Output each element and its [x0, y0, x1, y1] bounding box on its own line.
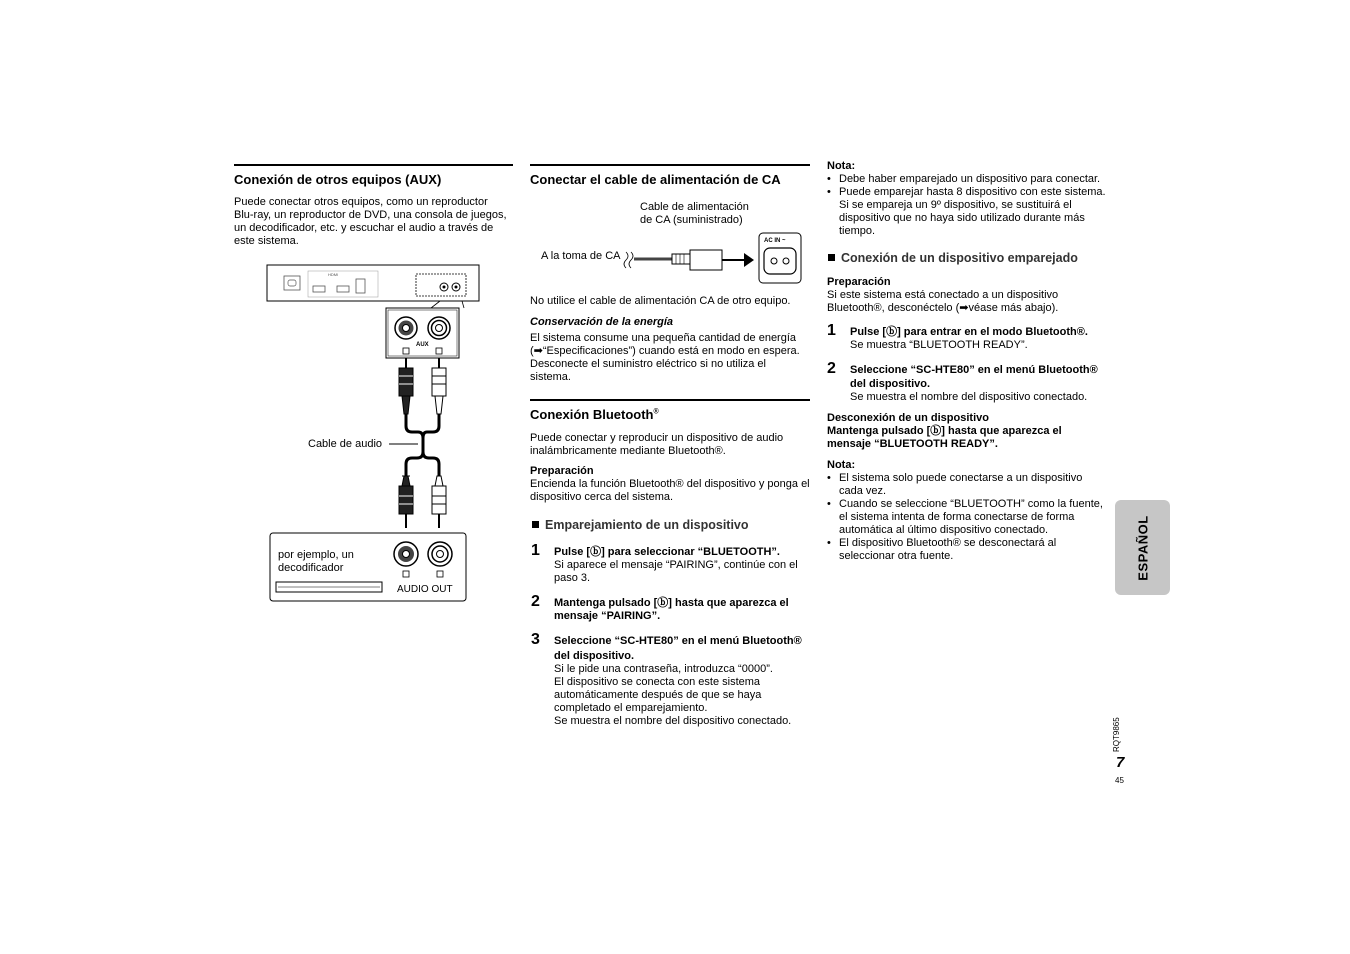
note-item: • Debe haber emparejado un dispositivo para conectar.	[827, 173, 1100, 186]
energy-body: El sistema consume una pequeña cantidad de energía (➡“Especificaciones”) cuando está en modo en espera. Desconecte el suministro eléctrico si no utiliza el sistema.	[530, 332, 800, 383]
aux-rule	[234, 164, 513, 166]
disconnect-body: Mantenga pulsado [ⓑ] hasta que aparezca el mensaje “BLUETOOTH READY”.	[827, 425, 1062, 450]
aux-heading: Conexión de otros equipos (AUX)	[234, 172, 442, 187]
hdmi-text: HDMI	[328, 272, 339, 277]
pairing-step-1: Pulse [ⓑ] para seleccionar “BLUETOOTH”. Si aparece el mensaje “PAIRING”, continúe con el paso 3.	[554, 546, 798, 584]
paired-prep-heading: Preparación	[827, 276, 891, 288]
bluetooth-heading: Conexión Bluetooth®	[530, 407, 659, 422]
bluetooth-prep-body: Encienda la función Bluetooth® del dispositivo y ponga el dispositivo cerca del sistema.	[530, 478, 810, 503]
aux-jack-text: AUX	[416, 342, 429, 348]
paired-step-2: Seleccione “SC-HTE80” en el menú Bluetooth® del dispositivo. Se muestra el nombre del dispositivo conectado.	[850, 364, 1098, 403]
outlet-label: A la toma de CA	[541, 250, 621, 262]
power-heading: Conectar el cable de alimentación de CA	[530, 172, 781, 187]
language-tab	[1115, 500, 1170, 595]
pairing-step-2: Mantenga pulsado [ⓑ] hasta que aparezca el mensaje “PAIRING”.	[554, 597, 789, 622]
document-code: RQT9865	[1112, 717, 1121, 752]
disconnect-heading: Desconexión de un dispositivo	[827, 412, 989, 424]
paired-subheading: Conexión de un dispositivo emparejado	[828, 251, 1078, 265]
note-item: • Cuando se seleccione “BLUETOOTH” como la fuente, el sistema intenta de forma conectarse de forma automática al último dispositivo conectado.	[827, 498, 1103, 537]
note-item: • El dispositivo Bluetooth® se desconectará al seleccionar otra fuente.	[827, 537, 1056, 563]
power-rule	[530, 164, 810, 166]
note2-heading: Nota:	[827, 459, 856, 471]
paired-step-2-number: 2	[827, 360, 836, 377]
ac-in-text: AC IN ~	[764, 238, 786, 244]
page-number: 7	[1116, 754, 1125, 771]
pairing-subheading: Emparejamiento de un dispositivo	[532, 518, 749, 532]
bluetooth-prep-heading: Preparación	[530, 465, 594, 477]
page-number-small: 45	[1115, 776, 1124, 785]
aux-body: Puede conectar otros equipos, como un reproductor Blu-ray, un reproductor de DVD, una consola de juegos, un decodificador, etc. y escuchar el audio a través de este sistema.	[234, 196, 507, 247]
paired-step-1-number: 1	[827, 322, 836, 339]
audio-cable	[406, 414, 439, 476]
note1-heading: Nota:	[827, 160, 856, 172]
language-tab-text: ESPAÑOL	[1135, 514, 1150, 581]
bluetooth-intro: Puede conectar y reproducir un dispositivo de audio inalámbricamente mediante Bluetooth®.	[530, 432, 784, 457]
power-warning: No utilice el cable de alimentación CA de otro equipo.	[530, 295, 791, 307]
bluetooth-rule	[530, 399, 810, 401]
paired-prep-body: Si este sistema está conectado a un dispositivo Bluetooth®, desconéctelo (➡véase más abajo).	[827, 289, 1059, 314]
pairing-step-2-number: 2	[531, 593, 540, 610]
audio-cable-label: Cable de audio	[308, 438, 383, 450]
pairing-step-3-number: 3	[531, 631, 540, 648]
upper-rca-plugs	[399, 358, 446, 414]
note-item: • Puede emparejar hasta 8 dispositivo con este sistema. Si se empareja un 9º dispositivo, se sustituirá el dispositivo que no haya sido utilizado durante más tiempo.	[827, 186, 1106, 238]
note-item: • El sistema solo puede conectarse a un dispositivo cada vez.	[827, 472, 1082, 498]
audio-out-text: AUDIO OUT	[397, 584, 453, 595]
pairing-step-1-number: 1	[531, 542, 540, 559]
pairing-step-3: Seleccione “SC-HTE80” en el menú Bluetooth® del dispositivo. Si le pide una contraseña, introduzca “0000”. El dispositivo se conecta con este sistema automáticamente después de que se haya completado el emparejamiento. Se muestra el nombre del dispositivo conectado.	[554, 635, 802, 727]
paired-step-1: Pulse [ⓑ] para entrar en el modo Bluetooth®. Se muestra “BLUETOOTH READY”.	[850, 326, 1088, 351]
lower-rca-plugs	[399, 476, 446, 528]
device-label: por ejemplo, un decodificador	[278, 549, 354, 574]
power-cable-label: Cable de alimentación de CA (suministrado)	[640, 201, 749, 226]
energy-heading: Conservación de la energía	[530, 316, 674, 328]
power-cable-diagram	[622, 228, 807, 288]
